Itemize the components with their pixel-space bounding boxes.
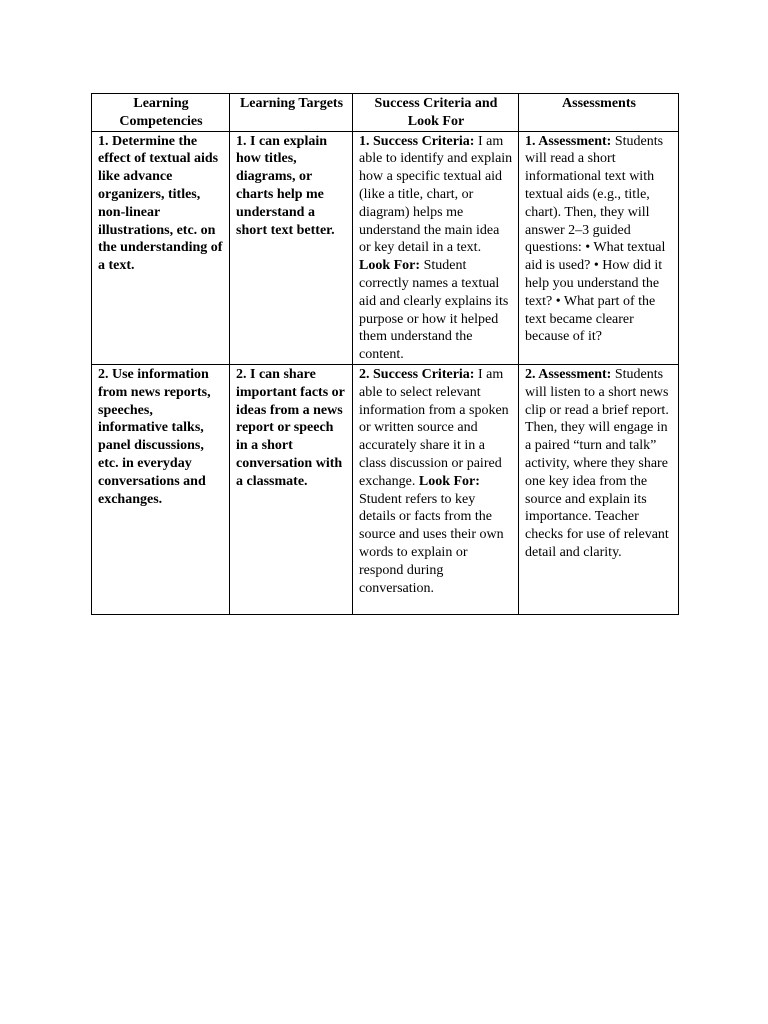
table-header-row bbox=[92, 94, 679, 132]
rubric-table bbox=[91, 93, 679, 615]
look-for-text: Student correctly names a textual aid and clearly explains its purpose or how it helped them understand the content. bbox=[359, 258, 509, 363]
header-learning-targets: Learning Targets bbox=[230, 94, 353, 132]
header-learning-competencies: Learning Competencies bbox=[92, 94, 230, 132]
header-success-criteria: Success Criteria and Look For bbox=[353, 94, 519, 132]
assessment-cell bbox=[519, 131, 679, 364]
target-cell: 1. I can explain how titles, diagrams, or charts help me understand a short text better. bbox=[230, 131, 353, 364]
success-criteria-label: 2. Success Criteria: bbox=[359, 366, 475, 382]
assessment-text: Students will listen to a short news clip or read a brief report. Then, they will engage in a paired “turn and talk” activity, where they share one key idea from the source and explain its importance. Teacher checks for use of relevant detail and clarity. bbox=[525, 366, 669, 560]
competency-cell: 1. Determine the effect of textual aids like advance organizers, titles, non-linear illustrations, etc. on the understanding of a text. bbox=[92, 131, 230, 364]
success-criteria-text: I am able to identify and explain how a specific textual aid (like a title, chart, or diagram) helps me understand the main idea or key detail in a text. bbox=[359, 133, 513, 256]
assessment-cell bbox=[519, 364, 679, 614]
success-criteria-text: I am able to select relevant information from a spoken or written source and accurately share it in a class discussion or paired exchange. bbox=[359, 366, 509, 489]
assessment-label: 2. Assessment: bbox=[525, 366, 612, 382]
look-for-text: Student refers to key details or facts from the source and uses their own words to explain or respond during conversation. bbox=[359, 491, 504, 596]
competency-cell: 2. Use information from news reports, speeches, informative talks, panel discussions, etc. in everyday conversations and exchanges. bbox=[92, 364, 230, 614]
assessment-text: Students will read a short informational text with textual aids (e.g., title, chart). Then, they will answer 2–3 guided questions: • What textual aid is used? • How did it help you understand the text? • What part of the text became clearer because of it? bbox=[525, 133, 666, 345]
look-for-label: Look For: bbox=[418, 473, 480, 489]
look-for-label: Look For: bbox=[359, 258, 421, 274]
assessment-label: 1. Assessment: bbox=[525, 133, 612, 149]
table-row bbox=[92, 131, 679, 364]
success-criteria-label: 1. Success Criteria: bbox=[359, 133, 475, 149]
target-cell: 2. I can share important facts or ideas from a news report or speech in a short conversation with a classmate. bbox=[230, 364, 353, 614]
success-criteria-cell bbox=[353, 131, 519, 364]
table-row bbox=[92, 364, 679, 614]
header-assessments: Assessments bbox=[519, 94, 679, 132]
success-criteria-cell bbox=[353, 364, 519, 614]
